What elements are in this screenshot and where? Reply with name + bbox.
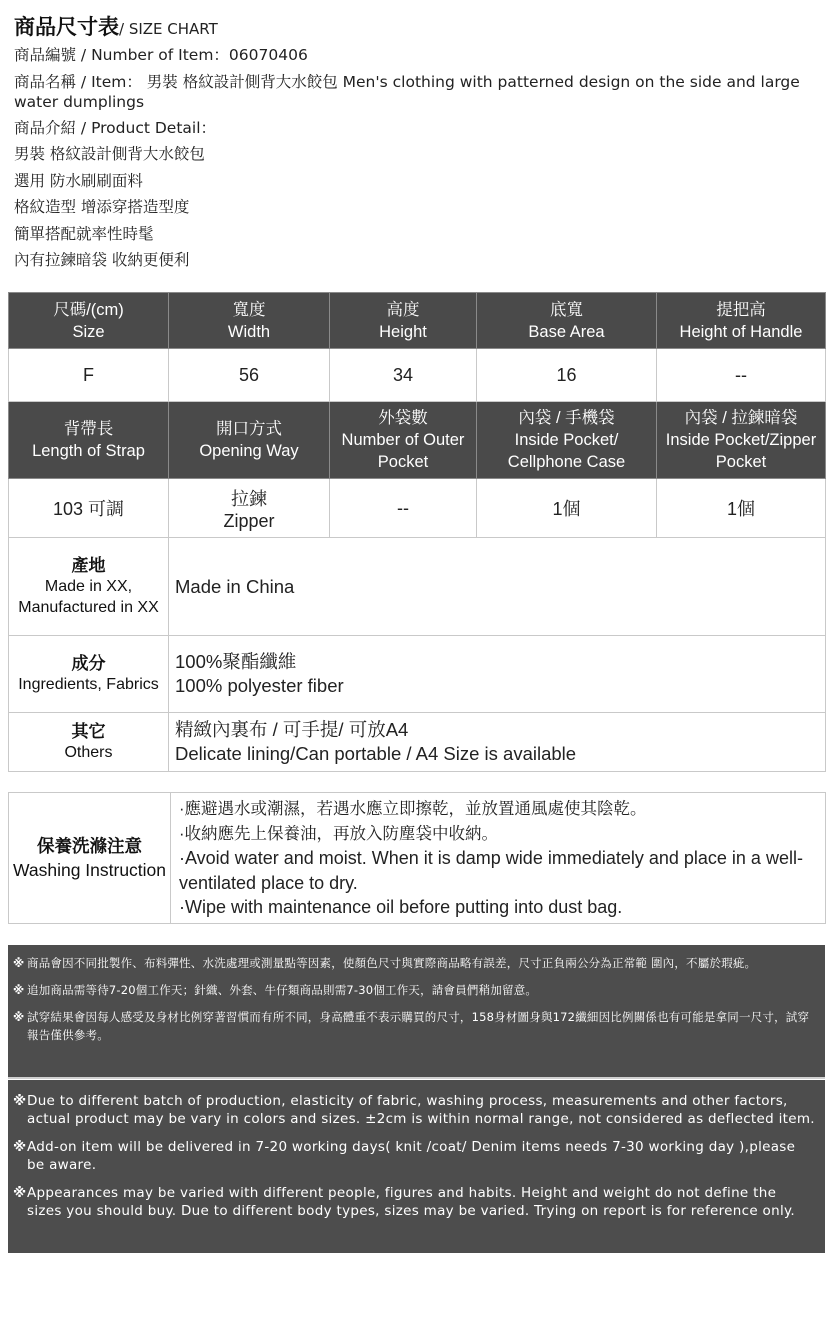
- origin-row: [9, 538, 826, 636]
- others-row: [9, 713, 826, 772]
- title-zh: 商品尺寸表: [14, 15, 119, 39]
- detail-line: 內有拉鍊暗袋 收納更便利: [14, 251, 190, 269]
- origin-value: Made in China: [169, 538, 826, 636]
- page-title: [14, 12, 814, 42]
- size-value-row: [9, 349, 826, 402]
- reference-mark-icon: ※: [13, 956, 25, 970]
- header-cell-zipper-pocket: 內袋 / 拉鍊暗袋 Inside Pocket/Zipper Pocket: [657, 402, 826, 479]
- feature-header-row: [9, 402, 826, 479]
- detail-line: 簡單搭配就率性時髦: [14, 224, 154, 243]
- washing-line: ·Wipe with maintenance oil before putting into dust bag.: [179, 897, 623, 918]
- value-base: 16: [477, 349, 657, 402]
- washing-instructions: [171, 793, 826, 924]
- washing-line: ·應避遇水或潮濕，若遇水應立即擦乾，並放置通風處使其陰乾。: [179, 800, 647, 819]
- reference-mark-icon: ※: [13, 1010, 25, 1024]
- value-inside-pocket: 1個: [477, 479, 657, 538]
- note-item: ※ 商品會因不同批製作、布料彈性、水洗處理或測量點等因素，使顏色尺寸與實際商品略有誤差，尺寸正負兩公分為正常範 圍內，不屬於瑕疵。: [13, 956, 757, 970]
- others-value: 精緻內裏布 / 可手提/ 可放A4 Delicate lining/Can portable / A4 Size is available: [169, 713, 826, 772]
- size-table: [8, 292, 826, 772]
- value-size: F: [9, 349, 169, 402]
- detail-line: 格紋造型 增添穿搭造型度: [14, 198, 190, 216]
- note-item: ※ 追加商品需等待7-20個工作天；針織、外套、牛仔類商品則需7-30個工作天，請會員們稍加留意。: [13, 983, 538, 997]
- washing-label: 保養洗滌注意 Washing Instruction: [9, 793, 171, 924]
- product-header: [14, 12, 814, 274]
- value-width: 56: [169, 349, 330, 402]
- value-opening: 拉鍊 Zipper: [169, 479, 330, 538]
- header-cell-height: 高度 Height: [330, 293, 477, 349]
- ingredients-row: [9, 636, 826, 713]
- note-item: ※ Appearances may be varied with different people, figures and habits. Height and weight do not define the sizes you should buy. Due to different body types, sizes may be varied. Trying on report is for reference only.: [13, 1185, 795, 1219]
- header-cell-strap: 背帶長 Length of Strap: [9, 402, 169, 479]
- reference-mark-icon: ※: [13, 983, 25, 997]
- value-zipper-pocket: 1個: [657, 479, 826, 538]
- title-en: / SIZE CHART: [119, 20, 218, 38]
- washing-table: [8, 792, 826, 924]
- value-height: 34: [330, 349, 477, 402]
- note-item: ※ Due to different batch of production, elasticity of fabric, washing process, measurements and other factors, actual product may be vary in colors and sizes. ±2cm is within normal range, not considered as deflected item.: [13, 1093, 815, 1127]
- value-outer-pocket: --: [330, 479, 477, 538]
- note-item: ※ Add-on item will be delivered in 7-20 working days( knit /coat/ Denim items needs 7-30 working day ),please be aware.: [13, 1139, 796, 1173]
- notes-en: [8, 1080, 825, 1253]
- item-name: 商品名稱 / Item： 男裝 格紋設計側背大水餃包 Men's clothing with patterned design on the side and large water dumplings: [14, 72, 800, 111]
- size-header-row: [9, 293, 826, 349]
- header-cell-base: 底寬 Base Area: [477, 293, 657, 349]
- ingredients-label: 成分 Ingredients, Fabrics: [9, 636, 169, 713]
- header-cell-size: 尺碼/(cm) Size: [9, 293, 169, 349]
- notes-zh: [8, 945, 825, 1079]
- reference-mark-icon: ※: [13, 1093, 27, 1109]
- product-detail-label: 商品介紹 / Product Detail：: [14, 118, 217, 137]
- others-label: 其它 Others: [9, 713, 169, 772]
- washing-line: ·收納應先上保養油，再放入防塵袋中收納。: [179, 824, 498, 843]
- ingredients-value: 100%聚酯纖維 100% polyester fiber: [169, 636, 826, 713]
- feature-value-row: [9, 479, 826, 538]
- detail-line: 選用 防水刷刷面料: [14, 171, 143, 190]
- header-cell-outer-pocket: 外袋數 Number of Outer Pocket: [330, 402, 477, 479]
- washing-line: ·Avoid water and moist. When it is damp wide immediately and place in a well-ventilated place to dry.: [179, 848, 803, 893]
- header-cell-opening: 開口方式 Opening Way: [169, 402, 330, 479]
- header-cell-width: 寬度 Width: [169, 293, 330, 349]
- washing-row: [9, 793, 826, 924]
- value-strap: 103 可調: [9, 479, 169, 538]
- value-handle: --: [657, 349, 826, 402]
- header-cell-inside-pocket: 內袋 / 手機袋 Inside Pocket/ Cellphone Case: [477, 402, 657, 479]
- detail-line: 男裝 格紋設計側背大水餃包: [14, 145, 205, 163]
- origin-label: 產地 Made in XX, Manufactured in XX: [9, 538, 169, 636]
- item-number: 商品編號 / Number of Item：06070406: [14, 46, 308, 64]
- note-item: ※ 試穿結果會因每人感受及身材比例穿著習慣而有所不同，身高體重不表示購買的尺寸，158身材圖身與172纖細因比例關係也有可能是拿同一尺寸，試穿報告僅供參考。: [13, 1010, 810, 1042]
- reference-mark-icon: ※: [13, 1185, 27, 1201]
- reference-mark-icon: ※: [13, 1139, 27, 1155]
- header-cell-handle: 提把高 Height of Handle: [657, 293, 826, 349]
